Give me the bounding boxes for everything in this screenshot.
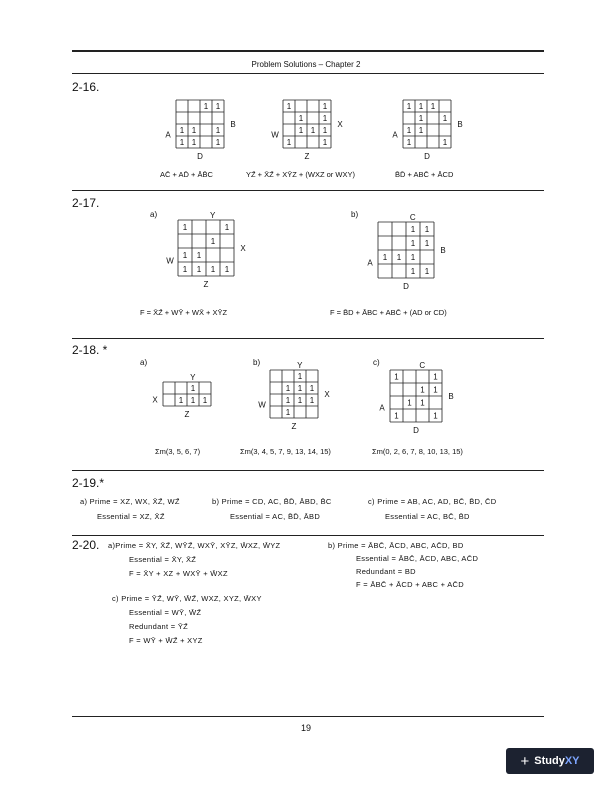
p20-c-essential: Essential = WȲ, W̄Z̄ bbox=[129, 608, 202, 617]
kmap-variable-label: Z bbox=[304, 152, 310, 161]
kmap-cell-value: 1 bbox=[322, 138, 328, 147]
p20-b-redundant: Redundant = BD bbox=[356, 567, 416, 576]
kmap-cell-value: 1 bbox=[178, 396, 184, 405]
kmap-cell-value: 1 bbox=[191, 126, 197, 135]
kmap-cell-value: 1 bbox=[196, 251, 202, 260]
caption-2-18-b: Σm(3, 4, 5, 7, 9, 13, 14, 15) bbox=[240, 447, 331, 456]
kmap-cell-value: 1 bbox=[196, 265, 202, 274]
kmap-cell-value: 1 bbox=[190, 396, 196, 405]
kmap-cell-value: 1 bbox=[215, 138, 221, 147]
kmap-variable-label: A bbox=[367, 258, 373, 268]
kmap-svg bbox=[372, 360, 460, 438]
kmap-cell-value: 1 bbox=[203, 102, 209, 111]
page-header: Problem Solutions – Chapter 2 bbox=[251, 60, 361, 69]
kmap-cell-value: 1 bbox=[410, 225, 416, 234]
kmap-cell-value: 1 bbox=[420, 385, 425, 395]
kmap-variable-label: W bbox=[271, 130, 279, 140]
kmap-variable-label: D bbox=[403, 282, 409, 291]
p20-c-f: F = WȲ + W̄Z̄ + XYZ bbox=[129, 636, 203, 645]
kmap-2-17-b bbox=[360, 212, 452, 294]
kmap-cell-value: 1 bbox=[286, 138, 292, 147]
kmap-cell-value: 1 bbox=[309, 396, 315, 405]
kmap-svg bbox=[360, 212, 452, 294]
brand-suffix: XY bbox=[564, 755, 580, 767]
kmap-cell-value: 1 bbox=[322, 102, 328, 111]
part-tag: a) bbox=[150, 210, 158, 219]
problem-2-16-label: 2-16. bbox=[72, 80, 100, 94]
kmap-cell-value: 1 bbox=[394, 411, 399, 421]
p19-c-prime: c) Prime = AB, AC, AD, BC̄, B̄D, C̄D bbox=[368, 497, 497, 506]
kmap-cell-value: 1 bbox=[418, 126, 424, 135]
problem-2-17-label: 2-17. bbox=[72, 196, 100, 210]
part-tag: a) bbox=[140, 358, 148, 367]
caption-2-18-a: Σm(3, 5, 6, 7) bbox=[155, 447, 201, 456]
footer-rule bbox=[72, 716, 544, 717]
section-rule bbox=[72, 190, 544, 191]
caption-2-16-a: AC̄ + AD̄ + ĀB̄C bbox=[160, 170, 213, 179]
kmap-cell-value: 1 bbox=[297, 384, 303, 393]
kmap-cell-value: 1 bbox=[382, 253, 388, 262]
kmap-variable-label: D bbox=[413, 426, 419, 435]
p19-b-essential: Essential = AC, B̄D̄, ĀBD bbox=[230, 512, 321, 521]
kmap-variable-label: Z bbox=[184, 410, 190, 419]
kmap-cell-value: 1 bbox=[298, 126, 304, 135]
kmap-svg bbox=[160, 210, 252, 292]
p20-a-prime: a)Prime = X̄Y, X̄Z̄, WȲZ̄, WXȲ, XȲZ, W̄XZ, W̄YZ bbox=[108, 541, 281, 550]
kmap-variable-label: W bbox=[258, 400, 266, 410]
problem-2-18-label: 2-18. * bbox=[72, 343, 108, 357]
kmap-cell-value: 1 bbox=[191, 138, 197, 147]
p20-a-essential: Essential = X̄Y, X̄Z̄ bbox=[129, 555, 197, 564]
kmap-svg bbox=[145, 372, 229, 422]
caption-2-16-c: B̄D̄ + ABC̄ + ĀCD bbox=[395, 170, 454, 179]
kmap-2-16-b bbox=[265, 90, 349, 164]
kmap-variable-label: Z bbox=[203, 280, 209, 289]
section-rule bbox=[72, 535, 544, 536]
kmap-cell-value: 1 bbox=[322, 126, 328, 135]
kmap-cell-value: 1 bbox=[224, 265, 230, 274]
section-rule bbox=[72, 338, 544, 339]
kmap-variable-label: A bbox=[379, 403, 385, 413]
kmap-variable-label: A bbox=[392, 130, 398, 140]
kmap-cell-value: 1 bbox=[182, 251, 188, 260]
kmap-2-17-a bbox=[160, 210, 252, 292]
kmap-cell-value: 1 bbox=[433, 411, 438, 421]
kmap-cell-value: 1 bbox=[410, 239, 416, 248]
kmap-cell-value: 1 bbox=[433, 372, 438, 382]
caption-2-17-a: F = X̄Z̄ + WȲ + WX̄ + XȲZ bbox=[140, 308, 228, 317]
kmap-cell-value: 1 bbox=[420, 398, 425, 408]
kmap-cell-value: 1 bbox=[190, 384, 196, 393]
page-number: 19 bbox=[300, 723, 311, 733]
studyxy-logo[interactable] bbox=[506, 748, 594, 774]
caption-2-16-b: YZ̄ + X̄Z̄ + XȲZ + (WXZ or WXY) bbox=[246, 170, 355, 179]
kmap-variable-label: X bbox=[152, 395, 158, 405]
p19-c-essential: Essential = AC, BC̄, B̄D bbox=[385, 512, 470, 521]
kmap-cell-value: 1 bbox=[215, 102, 221, 111]
brand-name: Study bbox=[534, 755, 565, 767]
kmap-cell-value: 1 bbox=[424, 225, 430, 234]
kmap-cell-value: 1 bbox=[297, 396, 303, 405]
kmap-cell-value: 1 bbox=[285, 408, 291, 417]
part-tag: c) bbox=[373, 358, 380, 367]
p19-a-prime: a) Prime = XZ, WX, X̄Z̄, WZ̄ bbox=[80, 497, 180, 506]
kmap-cell-value: 1 bbox=[396, 253, 402, 262]
kmap-cell-value: 1 bbox=[179, 138, 185, 147]
kmap-cell-value: 1 bbox=[442, 114, 448, 123]
kmap-2-16-c bbox=[385, 90, 469, 164]
kmap-svg bbox=[158, 90, 242, 164]
kmap-variable-label: C bbox=[409, 213, 416, 222]
kmap-cell-value: 1 bbox=[210, 237, 216, 246]
kmap-cell-value: 1 bbox=[182, 265, 188, 274]
kmap-cell-value: 1 bbox=[406, 138, 412, 147]
kmap-cell-value: 1 bbox=[406, 102, 412, 111]
header-rule bbox=[72, 50, 544, 52]
p20-b-prime: b) Prime = ĀBC̄, ĀCD, ABC, AC̄D, BD bbox=[328, 541, 464, 550]
p19-a-essential: Essential = XZ, X̄Z̄ bbox=[97, 512, 165, 521]
kmap-variable-label: X bbox=[240, 244, 246, 253]
p19-b-prime: b) Prime = CD, AC, B̄D̄, ĀBD, B̄C bbox=[212, 497, 332, 506]
part-tag: b) bbox=[253, 358, 261, 367]
section-rule bbox=[72, 470, 544, 471]
kmap-cell-value: 1 bbox=[433, 385, 438, 395]
kmap-variable-label: B bbox=[440, 246, 446, 255]
kmap-svg bbox=[265, 90, 349, 164]
kmap-cell-value: 1 bbox=[410, 253, 416, 262]
section-rule bbox=[72, 73, 544, 74]
p20-c-prime: c) Prime = ȲZ̄, WȲ, W̄Z̄, WXZ, XYZ, W̄XY bbox=[112, 594, 262, 603]
kmap-cell-value: 1 bbox=[394, 372, 399, 382]
kmap-cell-value: 1 bbox=[285, 396, 291, 405]
p20-b-f: F = ĀBC̄ + ĀCD + ABC + AC̄D bbox=[356, 580, 464, 589]
caption-2-17-b: F = B̄D + ĀBC + ABC̄ + (AD or CD) bbox=[330, 308, 447, 317]
kmap-2-18-a bbox=[145, 372, 229, 422]
kmap-cell-value: 1 bbox=[418, 102, 424, 111]
caption-2-18-c: Σm(0, 2, 6, 7, 8, 10, 13, 15) bbox=[372, 447, 463, 456]
p20-a-f: F = X̄Y + XZ + WXȲ + W̄XZ bbox=[129, 569, 228, 578]
kmap-cell-value: 1 bbox=[210, 265, 216, 274]
kmap-cell-value: 1 bbox=[179, 126, 185, 135]
kmap-cell-value: 1 bbox=[406, 126, 412, 135]
kmap-variable-label: B bbox=[448, 392, 454, 401]
kmap-variable-label: B bbox=[230, 120, 236, 129]
kmap-variable-label: D bbox=[197, 152, 203, 161]
kmap-cell-value: 1 bbox=[224, 223, 230, 232]
kmap-variable-label: Z bbox=[291, 422, 297, 431]
kmap-svg bbox=[385, 90, 469, 164]
kmap-2-18-b bbox=[252, 360, 336, 434]
kmap-variable-label: C bbox=[419, 361, 426, 370]
kmap-cell-value: 1 bbox=[182, 223, 188, 232]
kmap-2-18-c bbox=[372, 360, 460, 438]
plus-icon: + bbox=[520, 752, 530, 770]
kmap-cell-value: 1 bbox=[202, 396, 208, 405]
kmap-cell-value: 1 bbox=[215, 126, 221, 135]
p20-b-essential: Essential = ĀBC̄, ĀCD, ABC, AC̄D bbox=[356, 554, 479, 563]
kmap-variable-label: B bbox=[457, 120, 463, 129]
kmap-cell-value: 1 bbox=[297, 372, 303, 381]
kmap-cell-value: 1 bbox=[424, 239, 430, 248]
kmap-variable-label: A bbox=[165, 130, 171, 140]
kmap-variable-label: X bbox=[324, 390, 330, 399]
part-tag: b) bbox=[351, 210, 359, 219]
kmap-cell-value: 1 bbox=[286, 102, 292, 111]
kmap-cell-value: 1 bbox=[442, 138, 448, 147]
kmap-variable-label: X bbox=[337, 120, 343, 129]
problem-2-19-label: 2-19.* bbox=[72, 476, 105, 490]
kmap-svg bbox=[252, 360, 336, 434]
kmap-cell-value: 1 bbox=[418, 114, 424, 123]
problem-2-20-label: 2-20. bbox=[72, 538, 100, 552]
kmap-cell-value: 1 bbox=[430, 102, 436, 111]
kmap-cell-value: 1 bbox=[309, 384, 315, 393]
kmap-cell-value: 1 bbox=[310, 126, 316, 135]
kmap-cell-value: 1 bbox=[285, 384, 291, 393]
kmap-variable-label: Y bbox=[297, 361, 303, 370]
p20-c-redundant: Redundant = ȲZ̄ bbox=[129, 622, 189, 631]
kmap-variable-label: Y bbox=[210, 211, 216, 220]
kmap-cell-value: 1 bbox=[298, 114, 304, 123]
kmap-2-16-a bbox=[158, 90, 242, 164]
kmap-cell-value: 1 bbox=[424, 267, 430, 276]
kmap-cell-value: 1 bbox=[322, 114, 328, 123]
kmap-variable-label: Y bbox=[190, 373, 196, 382]
kmap-cell-value: 1 bbox=[410, 267, 416, 276]
kmap-cell-value: 1 bbox=[407, 398, 412, 408]
kmap-variable-label: D bbox=[424, 152, 430, 161]
kmap-variable-label: W bbox=[166, 256, 174, 266]
